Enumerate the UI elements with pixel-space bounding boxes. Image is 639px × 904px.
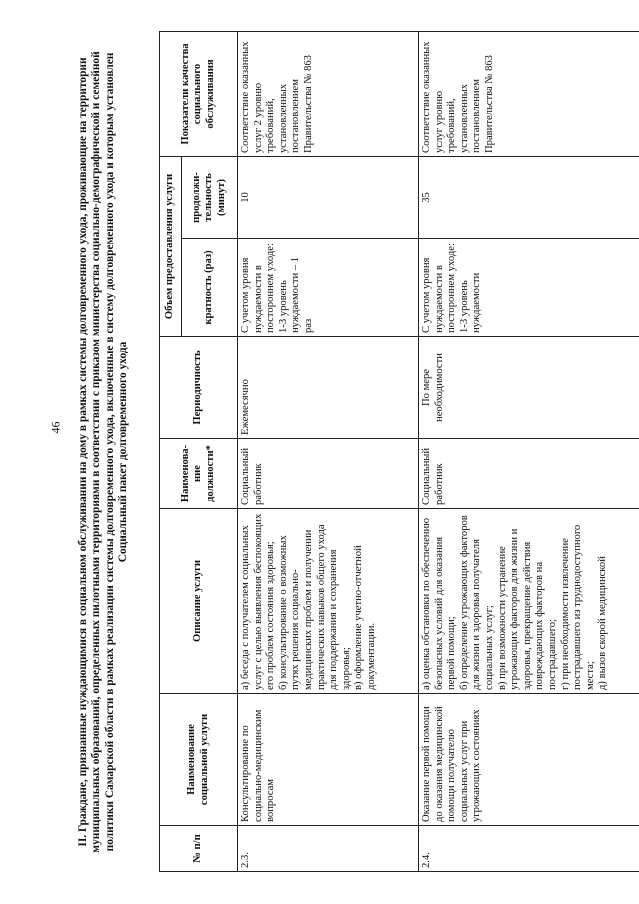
cell-service-name: Консультирование по социально-медицинским вопросам (238, 694, 419, 826)
header-duration: продолжи-тельность (минут) (182, 157, 238, 239)
description-item: д) вызов скорой медицинской (597, 556, 609, 690)
services-table (159, 31, 639, 872)
description-item: а) беседа с получателем социальных услуг с целью выявления беспокоящих его проблем состояния здоровья; (240, 513, 277, 690)
header-periodicity: Периодичность (160, 337, 238, 439)
header-quality: Показатели качества социального обслуживания (160, 32, 238, 157)
description-item: в) при возможности устранение угрожающих факторов для жизни и здоровья, прекращение действия повреждающих факторов на пострадавшего; (496, 528, 558, 690)
header-multiplicity: кратность (раз) (182, 239, 238, 337)
cell-service-name: Оказание первой помощи до оказания медицинской помощи получателю социальных услуг при угрожающих состояниях (419, 694, 639, 826)
cell-multiplicity: С учетом уровня нуждаемости в постороннем уходе: 1-3 уровень нуждаемости – 1 раз (238, 239, 419, 337)
description-item: б) консультирование о возможных путях решения социально-медицинских проблем и получении практических навыков общего ухода для поддержания и сохранения здоровья; (277, 524, 352, 690)
description-item: в) оформление учетно-отчетной документации. (353, 545, 377, 690)
header-position: Наименова-ние должности* (160, 439, 238, 509)
header-num: № п/п (160, 826, 238, 872)
cell-num: 2.4. (419, 826, 639, 872)
table-row (419, 32, 639, 872)
rotated-document-sheet (73, 32, 621, 872)
section-heading: II. Граждане, признанные нуждающимися в социальном обслуживании на дому в рамках системы долговременного ухода, проживающие на территории муниципальных образований, определенных пилотными территориями в соответствии с приказом министерства социально-демографической и семейной политики Самарской области в рамках реализации системы долговременного ухода, включенные в систему долговременного ухода и которым установлен Социальный пакет долговременного ухода (77, 51, 130, 853)
cell-periodicity: По мере необходимости (419, 337, 639, 439)
description-item: г) при необходимости извлечение пострадавшего из труднодоступного места; (559, 524, 596, 690)
description-item: а) оценка обстановки по обеспечению безопасных условий для оказания первой помощи; (421, 517, 458, 690)
cell-description (238, 509, 419, 694)
cell-description (419, 509, 639, 694)
description-item: б) определение угрожающих факторов для жизни и здоровья получателя социальных услуг; (458, 515, 495, 690)
header-description: Описание услуги (160, 509, 238, 694)
header-volume: Объем предоставления услуги (160, 157, 182, 337)
cell-duration: 10 (238, 157, 419, 239)
cell-position: Социальный работник (238, 439, 419, 509)
table-row (238, 32, 419, 872)
cell-position: Социальный работник (419, 439, 639, 509)
cell-quality: Соответствие оказанных услуг 2 уровню требований, установленных постановлением Правительства № 863 (238, 32, 419, 157)
cell-multiplicity: С учетом уровня нуждаемости в постороннем уходе: 1-3 уровень нуждаемости (419, 239, 639, 337)
header-service-name: Наименование социальной услуги (160, 694, 238, 826)
cell-periodicity: Ежемесячно (238, 337, 419, 439)
cell-quality: Соответствие оказанных услуг уровню требований, установленных постановлением Правительства № 863 (419, 32, 639, 157)
cell-duration: 35 (419, 157, 639, 239)
page-number: 46 (48, 421, 63, 434)
cell-num: 2.3. (238, 826, 419, 872)
